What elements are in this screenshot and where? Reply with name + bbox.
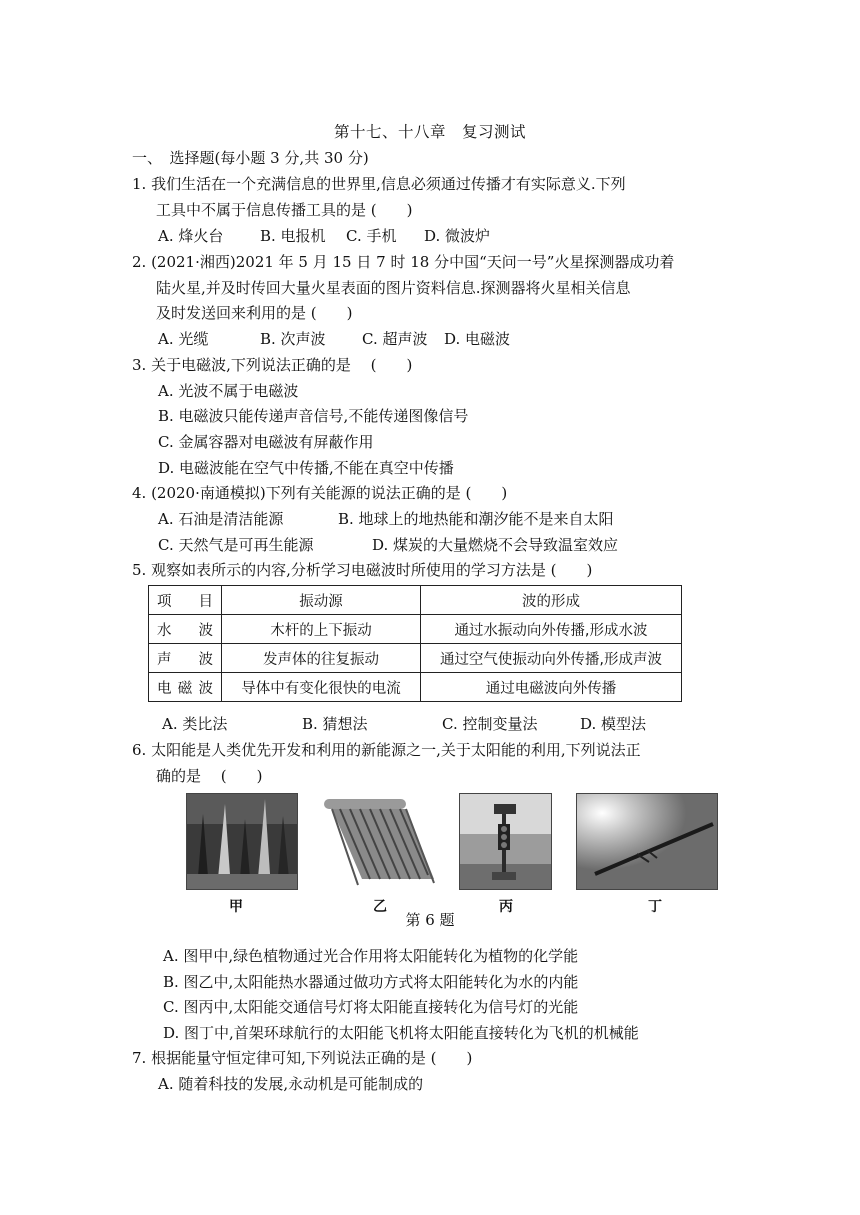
question-6-stem-cont: 确的是 ( ) bbox=[156, 767, 263, 785]
table-row bbox=[149, 673, 682, 702]
table-cell: 电磁波 bbox=[149, 673, 222, 702]
question-1-stem: 1. 我们生活在一个充满信息的世界里,信息必须通过传播才有实际意义.下列 bbox=[132, 175, 626, 193]
table-cell: 通过水振动向外传播,形成水波 bbox=[421, 615, 682, 644]
question-1-stem-cont: 工具中不属于信息传播工具的是 ( ) bbox=[156, 201, 413, 219]
option-a: A. 类比法 bbox=[162, 715, 228, 733]
table-cell: 声波 bbox=[149, 644, 222, 673]
table-cell: 木杆的上下振动 bbox=[222, 615, 421, 644]
table-header-row bbox=[149, 586, 682, 615]
option-a: A. 烽火台 bbox=[158, 227, 224, 245]
caption-bing: 丙 bbox=[499, 899, 513, 915]
option-d: D. 图丁中,首架环球航行的太阳能飞机将太阳能直接转化为飞机的机械能 bbox=[163, 1024, 639, 1042]
option-c: C. 手机 bbox=[346, 227, 397, 245]
table-row bbox=[149, 615, 682, 644]
section-heading: 一、 选择题(每小题 3 分,共 30 分) bbox=[132, 149, 369, 167]
option-c: C. 金属容器对电磁波有屏蔽作用 bbox=[158, 433, 374, 451]
solar-airplane-photo bbox=[576, 793, 718, 890]
comparison-table bbox=[148, 585, 682, 702]
option-d: D. 煤炭的大量燃烧不会导致温室效应 bbox=[372, 536, 619, 554]
table-header-cell: 振动源 bbox=[222, 586, 421, 615]
option-b: B. 电报机 bbox=[260, 227, 326, 245]
question-6-stem: 6. 太阳能是人类优先开发和利用的新能源之一,关于太阳能的利用,下列说法正 bbox=[132, 741, 641, 759]
option-d: D. 微波炉 bbox=[424, 227, 491, 245]
table-cell: 水波 bbox=[149, 615, 222, 644]
option-a: A. 光波不属于电磁波 bbox=[158, 382, 299, 400]
question-2-stem-cont: 陆火星,并及时传回大量火星表面的图片资料信息.探测器将火星相关信息 bbox=[156, 279, 631, 297]
solar-water-heater-photo bbox=[318, 793, 436, 888]
question-3-stem: 3. 关于电磁波,下列说法正确的是 ( ) bbox=[132, 356, 413, 374]
option-a: A. 图甲中,绿色植物通过光合作用将太阳能转化为植物的化学能 bbox=[163, 947, 579, 965]
question-4-options-row2 bbox=[158, 535, 618, 555]
option-b: B. 电磁波只能传递声音信号,不能传递图像信号 bbox=[158, 407, 469, 425]
question-1-options bbox=[158, 226, 490, 246]
option-c: C. 控制变量法 bbox=[442, 715, 538, 733]
question-2-options bbox=[158, 329, 510, 349]
option-a: A. 随着科技的发展,永动机是可能制成的 bbox=[158, 1075, 424, 1093]
option-b: B. 图乙中,太阳能热水器通过做功方式将太阳能转化为水的内能 bbox=[163, 973, 579, 991]
option-a: A. 石油是清洁能源 bbox=[158, 510, 284, 528]
table-cell: 通过空气使振动向外传播,形成声波 bbox=[421, 644, 682, 673]
option-c: C. 天然气是可再生能源 bbox=[158, 536, 314, 554]
question-2-stem-cont2: 及时发送回来利用的是 ( ) bbox=[156, 304, 353, 322]
question-4-stem: 4. (2020·南通模拟)下列有关能源的说法正确的是 ( ) bbox=[132, 484, 508, 502]
table-cell: 导体中有变化很快的电流 bbox=[222, 673, 421, 702]
option-d: D. 电磁波 bbox=[444, 330, 511, 348]
forest-photo bbox=[186, 793, 298, 890]
table-header-cell: 项目 bbox=[149, 586, 222, 615]
question-2-stem: 2. (2021·湘西)2021 年 5 月 15 日 7 时 18 分中国“天问一号”火星探测器成功着 bbox=[132, 253, 675, 271]
question-7-stem: 7. 根据能量守恒定律可知,下列说法正确的是 ( ) bbox=[132, 1049, 473, 1067]
caption-jia: 甲 bbox=[229, 899, 243, 915]
option-a: A. 光缆 bbox=[158, 330, 209, 348]
question-5-stem: 5. 观察如表所示的内容,分析学习电磁波时所使用的学习方法是 ( ) bbox=[132, 561, 593, 579]
question-5-options bbox=[162, 714, 646, 734]
option-b: B. 地球上的地热能和潮汐能不是来自太阳 bbox=[338, 510, 614, 528]
table-cell: 发声体的往复振动 bbox=[222, 644, 421, 673]
solar-traffic-light-photo bbox=[459, 793, 552, 890]
option-c: C. 超声波 bbox=[362, 330, 428, 348]
question-4-options-row1 bbox=[158, 509, 614, 529]
option-b: B. 次声波 bbox=[260, 330, 326, 348]
table-cell: 通过电磁波向外传播 bbox=[421, 673, 682, 702]
option-d: D. 电磁波能在空气中传播,不能在真空中传播 bbox=[158, 459, 454, 477]
caption-ding: 丁 bbox=[648, 899, 662, 915]
option-b: B. 猜想法 bbox=[302, 715, 368, 733]
page-title: 第十七、十八章 复习测试 bbox=[333, 123, 526, 141]
option-d: D. 模型法 bbox=[580, 715, 647, 733]
table-row bbox=[149, 644, 682, 673]
table-header-cell: 波的形成 bbox=[421, 586, 682, 615]
option-c: C. 图丙中,太阳能交通信号灯将太阳能直接转化为信号灯的光能 bbox=[163, 998, 579, 1016]
figure-label: 第 6 题 bbox=[405, 911, 455, 929]
caption-yi: 乙 bbox=[373, 899, 387, 915]
